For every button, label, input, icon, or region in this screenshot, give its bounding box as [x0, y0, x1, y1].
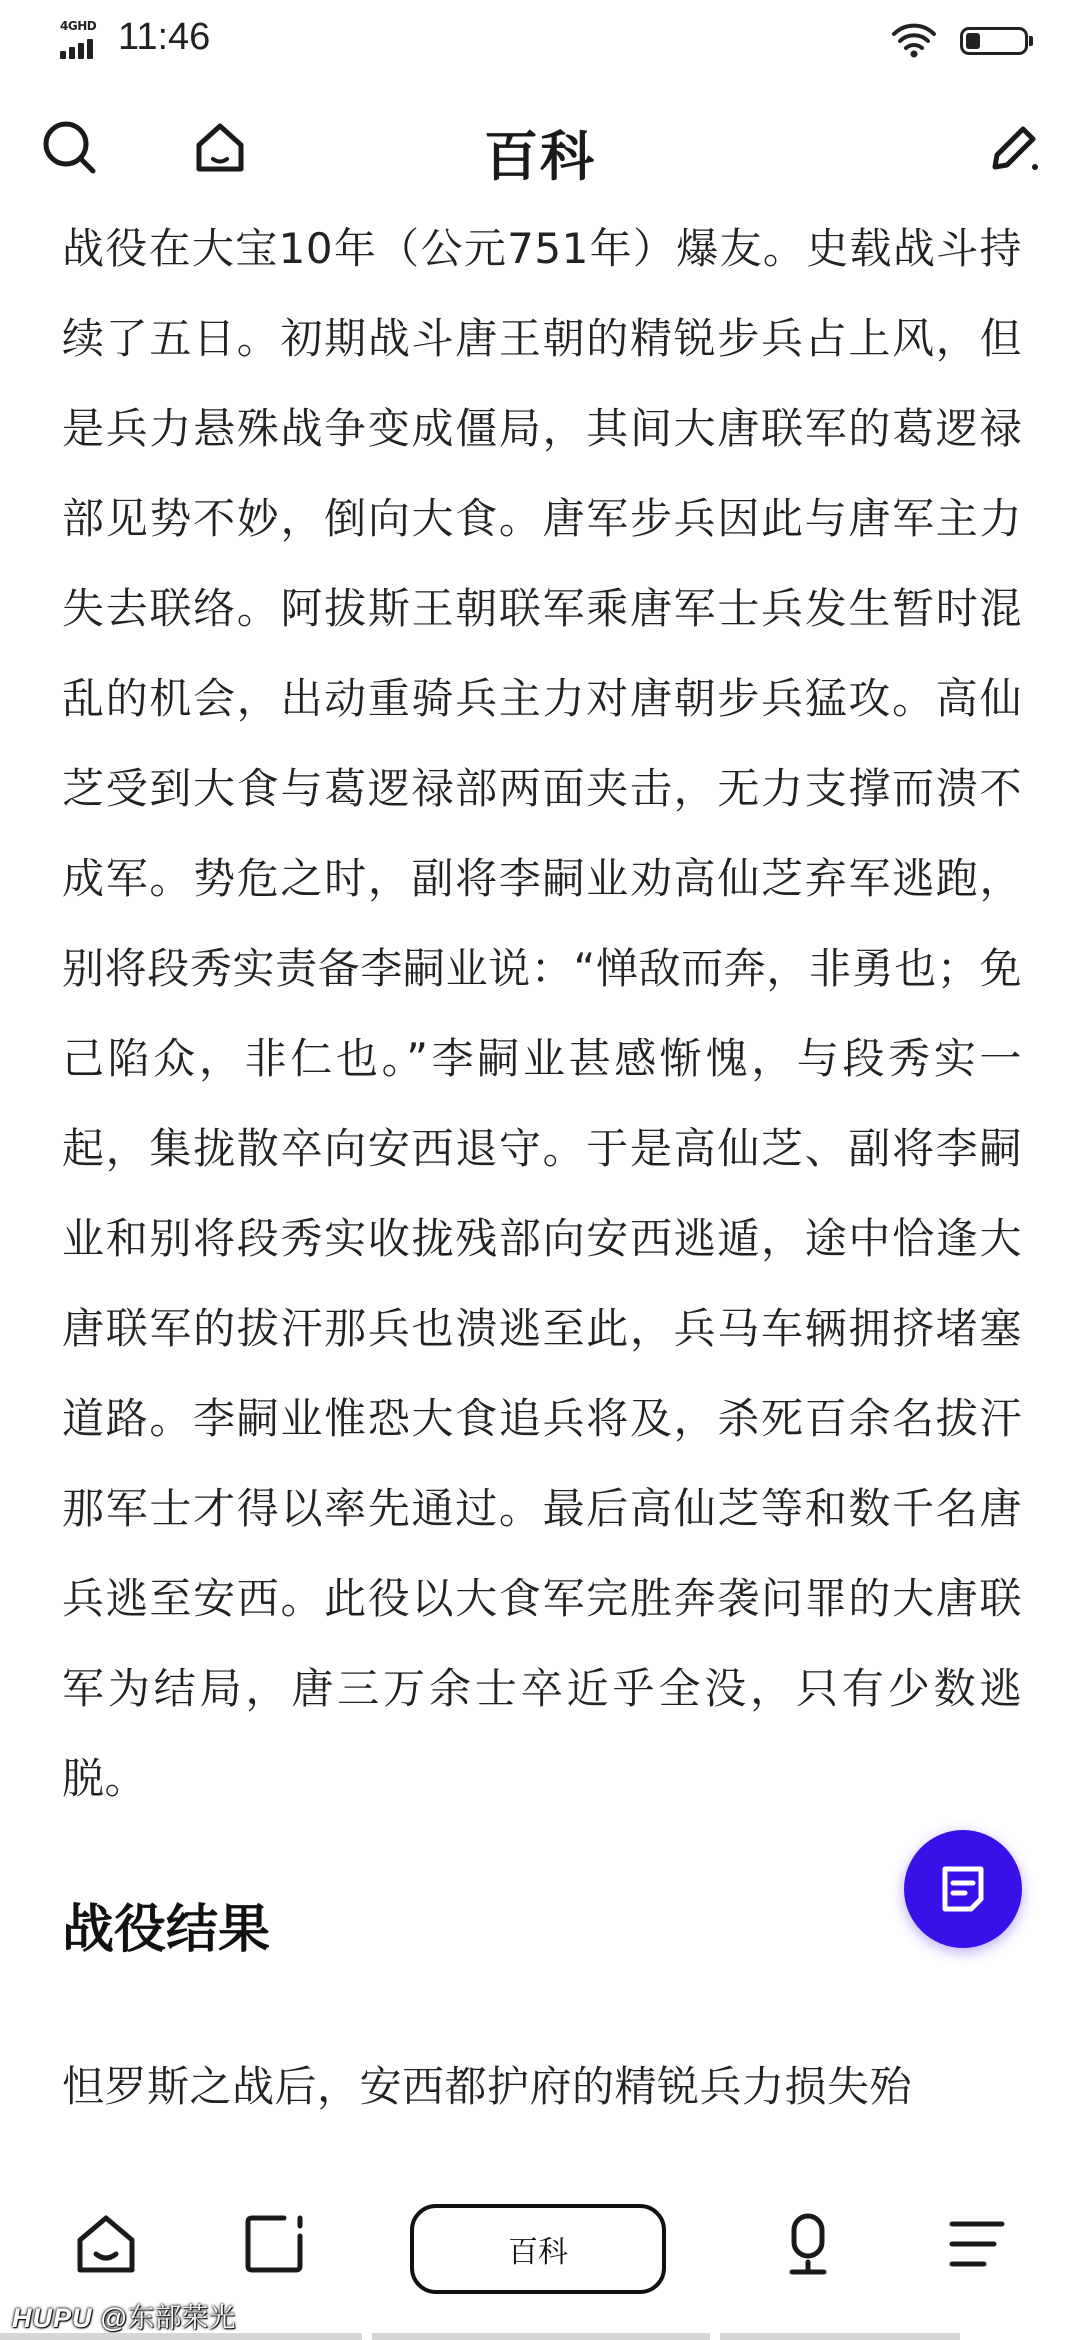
- battery-icon: [960, 27, 1028, 55]
- status-time: 11:46: [118, 16, 211, 58]
- gesture-strip-right: [720, 2333, 960, 2340]
- signal-bars: [60, 39, 93, 59]
- article-paragraph: 战役在大宝10年（公元751年）爆友。史载战斗持续了五日。初期战斗唐王朝的精锐步兵占上风，但是兵力悬殊战争变成僵局，其间大唐联军的葛逻禄部见势不妙，倒向大食。唐军步兵因此与唐军主力失去联络。阿拔斯王朝联军乘唐军士兵发生暂时混乱的机会，出动重骑兵主力对唐朝步兵猛攻。高仙芝受到大食与葛逻禄部两面夹击，无力支撑而溃不成军。势危之时，副将李嗣业劝高仙芝弃军逃跑，别将段秀实责备李嗣业说：“惮敌而奔，非勇也；免己陷众，非仁也。”李嗣业甚感惭愧，与段秀实一起，集拢散卒向安西退守。于是高仙芝、副将李嗣业和别将段秀实收拢残部向安西逃遁，途中恰逢大唐联军的拔汗那兵也溃逃至此，兵马车辆拥挤堵塞道路。李嗣业惟恐大食追兵将及，杀死百余名拔汗那军士才得以率先通过。最后高仙芝等和数千名唐兵逃至安西。此役以大食军完胜奔袭问罪的大唐联军为结局，唐三万余士卒近乎全没，只有少数逃脱。: [62, 224, 1022, 1803]
- wifi-icon: [890, 20, 938, 62]
- signal-icon: [60, 17, 108, 59]
- nav-baike-pill-button[interactable]: 百科: [410, 2204, 666, 2294]
- watermark-brand: HUPU: [12, 2303, 93, 2333]
- section-heading: 战役结果: [62, 1900, 271, 1960]
- nav-menu-button[interactable]: [936, 2204, 1016, 2284]
- notes-icon: [933, 1859, 993, 1919]
- network-type: 4GHD: [60, 18, 97, 33]
- notes-fab-button[interactable]: [904, 1830, 1022, 1948]
- menu-icon: [942, 2210, 1010, 2278]
- edit-icon: [985, 119, 1043, 177]
- status-bar: [0, 0, 1080, 84]
- article-next-paragraph: 怛罗斯之战后，安西都护府的精锐兵力损失殆: [62, 2062, 913, 2111]
- nav-tabs-button[interactable]: [234, 2204, 314, 2284]
- home-icon: [72, 2210, 140, 2278]
- edit-button[interactable]: [982, 116, 1046, 180]
- watermark: [12, 2296, 235, 2335]
- article-content: [62, 204, 1022, 2132]
- nav-voice-button[interactable]: [768, 2204, 848, 2284]
- microphone-icon: [774, 2210, 842, 2278]
- app-header: [0, 96, 1080, 200]
- status-right: [890, 20, 1028, 62]
- gesture-strip-left: [0, 2333, 362, 2340]
- nav-home-button[interactable]: [66, 2204, 146, 2284]
- watermark-user: @东部荣光: [100, 2303, 236, 2333]
- gesture-strip-center: [372, 2333, 710, 2340]
- status-left: [60, 16, 210, 59]
- page-title: 百科: [484, 125, 596, 188]
- tabs-icon: [240, 2210, 308, 2278]
